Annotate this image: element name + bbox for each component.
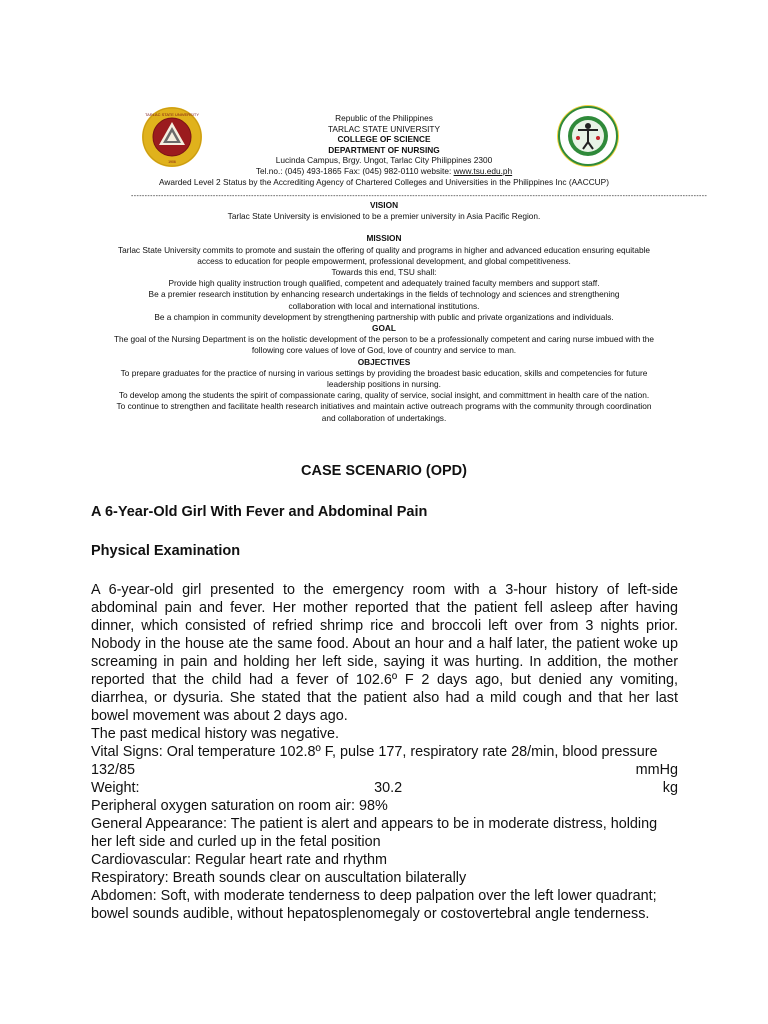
university-header xyxy=(120,113,648,177)
svg-text:1906: 1906 xyxy=(168,160,176,164)
objective-line: To develop among the students the spirit of compassionate caring, quality of service, social insight, and committment in health care of the nation. xyxy=(118,390,650,401)
objective-line: and collaboration of undertakings. xyxy=(321,412,447,423)
bp-unit: mmHg xyxy=(635,762,678,778)
mission-line: Be a premier research institution by enhancing research undertakings in the fields of technology and sciences and strengthening xyxy=(148,289,620,300)
case-body xyxy=(91,581,678,923)
goal-line: following core values of love of God, love of country and service to man. xyxy=(251,345,517,356)
weight-unit: kg xyxy=(662,780,678,796)
objective-line: leadership positions in nursing. xyxy=(327,379,441,390)
mission-line: collaboration with local and international institutions. xyxy=(288,300,480,311)
mission-line: Towards this end, TSU shall: xyxy=(331,267,437,278)
accreditation-line: Awarded Level 2 Status by the Accrediting Agency of Chartered Colleges and Universities in the Philippines Inc (AACCUP) xyxy=(159,177,609,187)
accreditation-block xyxy=(96,177,672,188)
case-subtitle: A 6-Year-Old Girl With Fever and Abdominal Pain xyxy=(91,504,428,520)
mission-line: Tarlac State University commits to promote and sustain the offering of quality and programs in higher and advanced education ensuring equitable xyxy=(117,244,651,255)
mission-line: Be a champion in community development by strengthening partnership with public and private organizations and individuals. xyxy=(154,311,614,322)
contact-text: Tel.no.: (045) 493-1865 Fax: (045) 982-0110 website: xyxy=(255,165,454,176)
objective-line: To prepare graduates for the practice of nursing in various settings by providing the broadest basic education, skills and competencies for future xyxy=(120,367,648,378)
spo2-line: Peripheral oxygen saturation on room air: 98% xyxy=(91,798,388,814)
past-history-line: The past medical history was negative. xyxy=(91,726,339,742)
general-appearance: General Appearance: The patient is alert and appears to be in moderate distress, holding her left side and curled up in the fetal position xyxy=(91,816,658,850)
history-paragraph: A 6-year-old girl presented to the emergency room with a 3-hour history of left-side abdominal pain and fever. Her mother reported that the patient fell asleep after having dinner, which consisted of refried shrimp rice and broccoli left over from 3 nights prior. Nobody in the house ate the same food. About an hour and a half later, the patient woke up screaming in pain and holding her left side, saying it was hurting. In addition, the mother reported that the child had a fever of 102.6º F 2 days ago, but denied any vomiting, diarrhea, or dysuria. She stated that the patient also had a mild cough and that her last bowel movement was about 2 days ago. xyxy=(91,582,678,724)
case-title: CASE SCENARIO (OPD) xyxy=(301,463,467,479)
goal-line: The goal of the Nursing Department is on the holistic development of the person to be a professionally competent and caring nurse imbued with the xyxy=(113,334,655,345)
weight-label: Weight: xyxy=(91,780,140,796)
svg-text:TARLAC STATE UNIVERSITY: TARLAC STATE UNIVERSITY xyxy=(144,112,200,117)
vision-text: Tarlac State University is envisioned to be a premier university in Asia Pacific Region. xyxy=(227,211,541,222)
goal-heading: GOAL xyxy=(372,323,396,334)
header-divider: ------------------------------------------------------------------------------------------------------------------------------------------------------------------------------------------------------------------- xyxy=(131,193,708,200)
republic-line: Republic of the Philippines xyxy=(335,113,433,123)
objectives-heading: OBJECTIVES xyxy=(357,356,411,367)
vision-mission-block xyxy=(96,200,672,424)
contact-line xyxy=(120,166,648,177)
weight-value: 30.2 xyxy=(374,780,403,796)
mission-heading: MISSION xyxy=(366,233,402,244)
objective-line: To continue to strengthen and facilitate health research initiatives and maintain active outreach programs with the community through coordination xyxy=(116,401,652,412)
department-name: DEPARTMENT OF NURSING xyxy=(328,144,440,155)
bp-row xyxy=(91,761,678,779)
respiratory-line: Respiratory: Breath sounds clear on auscultation bilaterally xyxy=(91,870,467,886)
address-line: Lucinda Campus, Brgy. Ungot, Tarlac City Philippines 2300 xyxy=(275,155,493,166)
mission-line: Provide high quality instruction trough qualified, competent and adequately trained faculty members and support staff. xyxy=(168,278,600,289)
bp-value: 132/85 xyxy=(91,762,136,778)
abdomen-line: Abdomen: Soft, with moderate tenderness to deep palpation over the left lower quadrant; bowel sounds audible, without hepatosplenomegaly or costovertebral angle tenderness. xyxy=(91,888,657,922)
weight-row xyxy=(91,779,678,797)
cardiovascular-line: Cardiovascular: Regular heart rate and rhythm xyxy=(91,852,387,868)
college-name: COLLEGE OF SCIENCE xyxy=(337,134,431,145)
mission-line: access to education for people empowerment, professional development, and global competitiveness. xyxy=(197,255,571,266)
vitals-line: Vital Signs: Oral temperature 102.8º F, pulse 177, respiratory rate 28/min, blood pressure xyxy=(91,744,658,760)
section-heading: Physical Examination xyxy=(91,543,241,559)
university-name: TARLAC STATE UNIVERSITY xyxy=(327,123,441,134)
vision-heading: VISION xyxy=(369,200,399,210)
website-link[interactable]: www.tsu.edu.ph xyxy=(453,165,513,176)
